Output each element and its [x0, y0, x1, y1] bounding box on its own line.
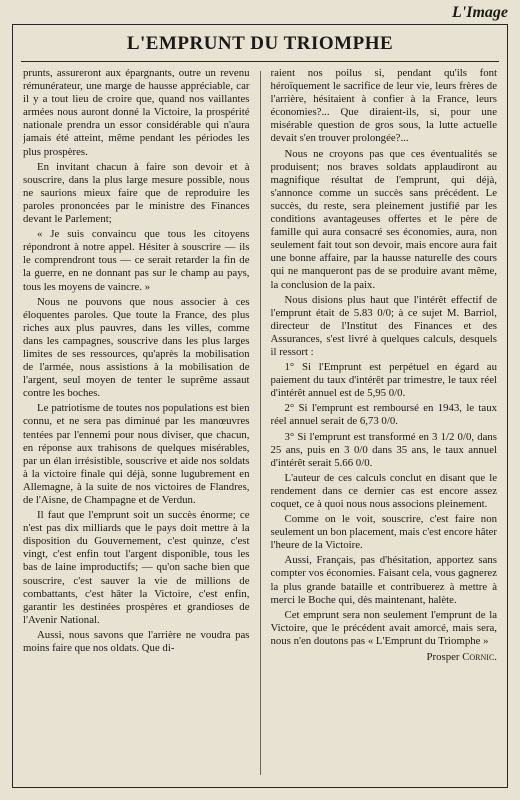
paragraph: Aussi, Français, pas d'hésitation, apportez sans compter vos économies. Faisant cela, vous gagnerez la plus grande bataille et contribuerez à mettre à merci le Boche qui, dès maintenant, halète. — [270, 554, 497, 606]
paragraph: Nous disions plus haut que l'intérêt effectif de l'emprunt était de 5.83 0/0; à ce sujet M. Barriol, directeur de l'Institut des Finances et des Assurances, s'est livré à quelques calculs, desquels il ressort : — [270, 293, 497, 358]
signature — [271, 651, 498, 664]
paragraph: L'auteur de ces calculs conclut en disant que le rendement dans ce dernier cas est encore assez coquet, ce à quoi nous nous associons pleinement. — [270, 471, 497, 510]
paragraph: Aussi, nous savons que l'arrière ne voudra pas moins faire que nos oldats. Que di- — [23, 628, 250, 655]
article-frame — [12, 24, 508, 788]
article-columns — [23, 67, 497, 779]
paragraph: Nous ne pouvons que nous associer à ces éloquentes paroles. Que toute la France, des plus riches aux plus pauvres, dans les villes, comme dans les campagnes, souscrive dans les plus larges limites de ses ressources, qu'après la mobilisation de l'armée, nous assistions à la mobilisation de l'argent, seul moyen de tenter le suprême assaut contre les boches. — [23, 295, 250, 400]
paragraph: « Je suis convaincu que tous les citoyens répondront à notre appel. Hésiter à souscrire — ils le comprendront tous — ce serait retarder la fin de la guerre, en ne donnant pas sur le champ au pays, tous les moyens de vaincre. » — [23, 228, 250, 293]
paragraph: 2° Si l'emprunt est remboursé en 1943, le taux réel annuel serait de 6,73 0/0. — [270, 402, 497, 428]
left-column — [23, 67, 250, 779]
masthead: L'Image — [452, 4, 508, 21]
paragraph: Il faut que l'emprunt soit un succès énorme; ce n'est pas dix milliards que le pays doit mettre à la disposition du Gouvernement, c'est quinze, c'est vingt, c'est enfin tout l'argent disponible, tous les bas de laine improductifs; — qu'on sache bien que souscrire, c'est sauver la vie de millions de combattants, c'est hâter la Victoire, c'est enfin, garantir les destinées prospères et grandioses de l'Avenir National. — [23, 509, 250, 626]
paragraph: Comme on le voit, souscrire, c'est faire non seulement un bon placement, mais c'est encore hâter l'heure de la Victoire. — [270, 513, 497, 552]
column-divider — [260, 71, 261, 775]
paragraph: 1° Si l'Emprunt est perpétuel en égard au paiement du taux d'intérêt par trimestre, le taux réel d'intérêt annuel est de 5,95 0/0. — [270, 361, 497, 400]
signature-last: Cornic. — [462, 651, 497, 664]
title-rule — [21, 61, 499, 62]
paragraph: raient nos poilus si, pendant qu'ils font héroïquement le sacrifice de leur vie, leurs frères de l'arrière, hésitaient à confier à la France, leurs économies?... Que diraient-ils, si, pour une misérable question de gros sous, la lutte actuelle devait s'en trouver prolongée?... — [270, 67, 497, 145]
paragraph: Le patriotisme de toutes nos populations est bien connu, et ne sera pas diminué par les manœuvres tentées par l'ennemi pour nous diviser, que chacun, en réponse aux trahisons de quelques misérables, par un élan irrésistible, souscrive et aide nos soldats à la victoire finale qui déjà, sonne lugubrement en Allemagne, à la suite de nos victoires de Flandres, de l'Aisne, de Champagne et de Verdun. — [23, 402, 250, 506]
paragraph: Cet emprunt sera non seulement l'emprunt de la Victoire, que le précédent avait amorcé, mais sera, nous n'en doutons pas « L'Emprunt du Triomphe » — [270, 608, 497, 647]
paragraph: 3° Si l'emprunt est transformé en 3 1/2 0/0, dans 25 ans, puis en 3 0/0 dans 35 ans, le taux annuel d'intérêt serait 5.66 0/0. — [270, 430, 497, 469]
signature-first: Prosper — [426, 651, 460, 664]
article-title: L'EMPRUNT DU TRIOMPHE — [126, 33, 394, 54]
paragraph: En invitant chacun à faire son devoir et à souscrire, dans la plus large mesure possible, nous ne saurions mieux faire que de reproduire les paroles prononcées par le ministre des Finances devant le Parlement; — [23, 160, 250, 226]
right-column — [271, 67, 498, 779]
paragraph: prunts, assureront aux épargnants, outre un revenu rémunérateur, une marge de hausse appréciable, car il y a tout lieu de croire que, quand nos vaillantes armées nous auront donné la Victoire, la prospérité nationale prendra un essor considérable qui n'aura jamais été atteint, même pendant les périodes les plus prospères. — [23, 67, 250, 158]
paragraph: Nous ne croyons pas que ces éventualités se produisent; nos braves soldats applaudiront au magnifique résultat de l'emprunt, qui déjà, s'annonce comme un succès sans précédent. Le succès, du reste, sera pleinement justifié par les conditions avantageuses offertes et le père de famille qui aura consacré ses économies, aura, non seulement fait tout son devoir, mais encore aura fait une bonne affaire, par la hausse naturelle des cours qui ne manqueront pas de se produire avant même, la conclusion de la paix. — [270, 147, 497, 291]
